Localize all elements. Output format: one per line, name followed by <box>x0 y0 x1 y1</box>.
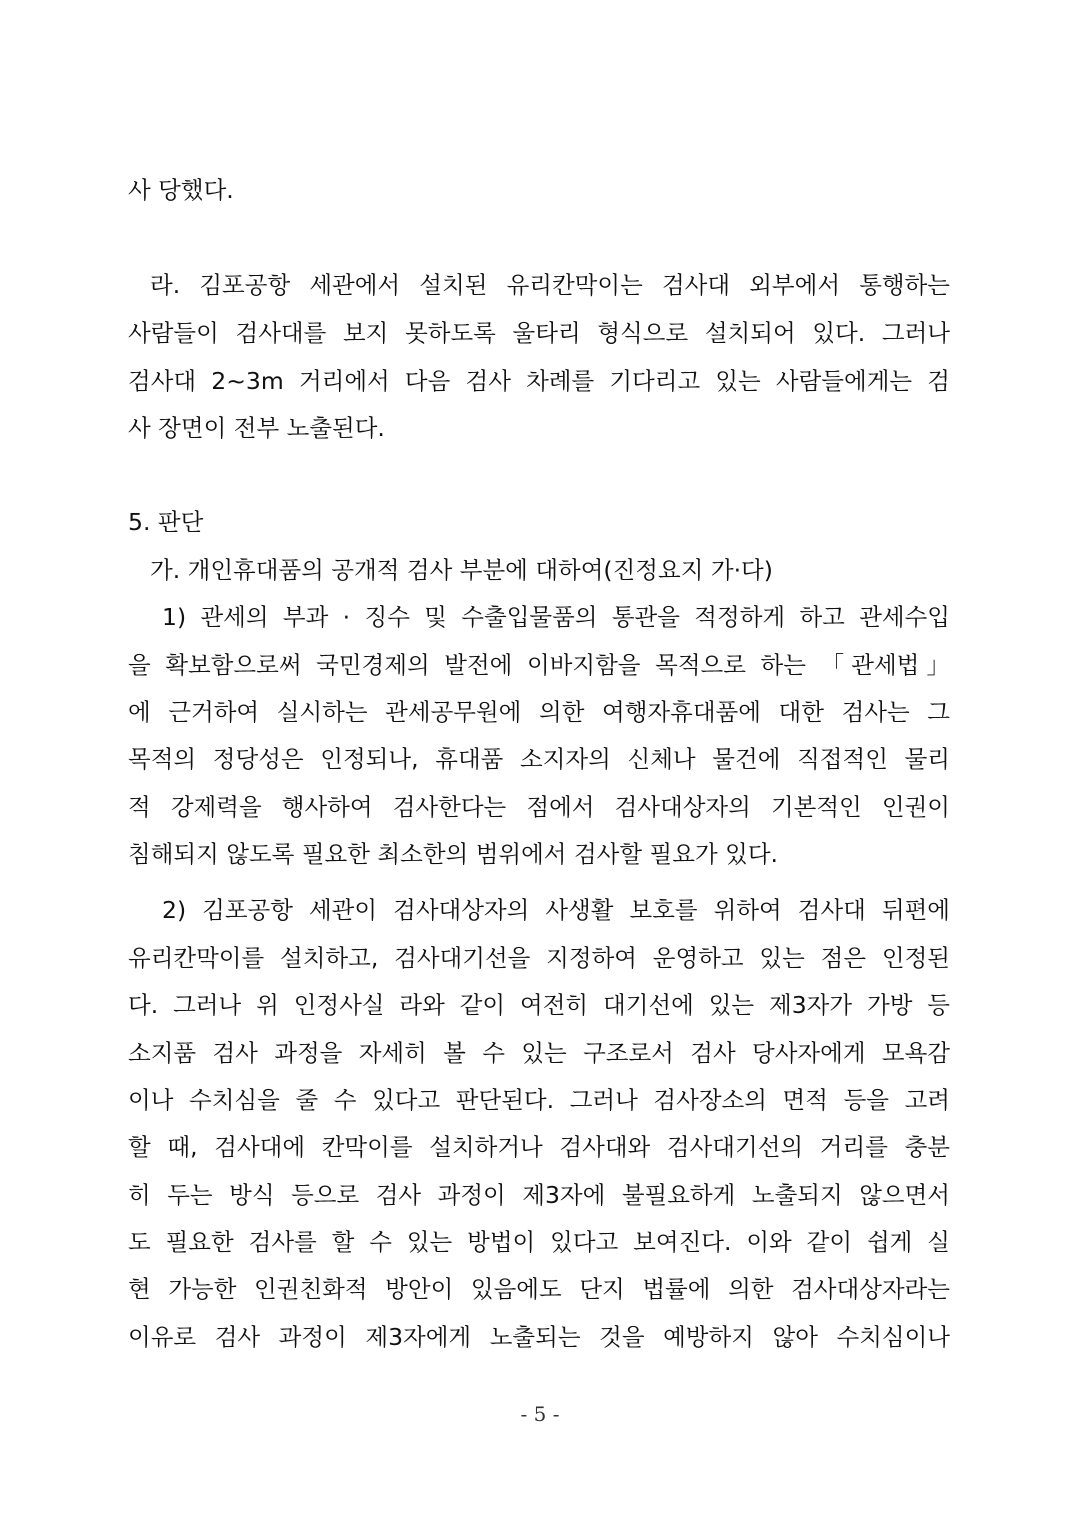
paragraph-1-line: 목적의 정당성은 인정되나, 휴대품 소지자의 신체나 물건에 직접적인 물리 <box>128 745 950 773</box>
paragraph-1-line: 을 확보함으로써 국민경제의 발전에 이바지함을 목적으로 하는 「관세법」 <box>128 651 950 679</box>
section-heading-judgment: 5. 판단 <box>128 508 204 536</box>
paragraph-1-line: 침해되지 않도록 필요한 최소한의 범위에서 검사할 필요가 있다. <box>128 840 778 868</box>
paragraph-ra-line: 사람들이 검사대를 보지 못하도록 울타리 형식으로 설치되어 있다. 그러나 <box>128 319 950 347</box>
paragraph-1-line: 에 근거하여 실시하는 관세공무원에 의한 여행자휴대품에 대한 검사는 그 <box>128 698 950 726</box>
paragraph-continuation-line: 사 당했다. <box>128 176 234 204</box>
paragraph-2-line: 도 필요한 검사를 할 수 있는 방법이 있다고 보여진다. 이와 같이 쉽게 실 <box>128 1228 950 1256</box>
paragraph-2-line: 히 두는 방식 등으로 검사 과정이 제3자에 불필요하게 노출되지 않으면서 <box>128 1181 950 1209</box>
paragraph-ra-line: 검사대 2~3m 거리에서 다음 검사 차례를 기다리고 있는 사람들에게는 검 <box>128 367 950 395</box>
paragraph-ra-line: 사 장면이 전부 노출된다. <box>128 414 385 442</box>
paragraph-2-line: 이나 수치심을 줄 수 있다고 판단된다. 그러나 검사장소의 면적 등을 고려 <box>128 1086 950 1114</box>
paragraph-2-line: 이유로 검사 과정이 제3자에게 노출되는 것을 예방하지 않아 수치심이나 <box>128 1323 950 1351</box>
paragraph-1-line: 1) 관세의 부과 · 징수 및 수출입물품의 통관을 적정하게 하고 관세수입 <box>162 603 950 631</box>
subsection-heading-ga: 가. 개인휴대품의 공개적 검사 부분에 대하여(진정요지 가·다) <box>150 556 773 584</box>
paragraph-1-line: 적 강제력을 행사하여 검사한다는 점에서 검사대상자의 기본적인 인권이 <box>128 793 950 821</box>
paragraph-2-line: 유리칸막이를 설치하고, 검사대기선을 지정하여 운영하고 있는 점은 인정된 <box>128 944 950 972</box>
paragraph-ra-line: 라. 김포공항 세관에서 설치된 유리칸막이는 검사대 외부에서 통행하는 <box>150 271 950 299</box>
paragraph-2-line: 현 가능한 인권친화적 방안이 있음에도 단지 법률에 의한 검사대상자라는 <box>128 1275 950 1303</box>
paragraph-2-line: 소지품 검사 과정을 자세히 볼 수 있는 구조로서 검사 당사자에게 모욕감 <box>128 1039 950 1067</box>
paragraph-2-line: 다. 그러나 위 인정사실 라와 같이 여전히 대기선에 있는 제3자가 가방 등 <box>128 991 950 1019</box>
paragraph-2-line: 할 때, 검사대에 칸막이를 설치하거나 검사대와 검사대기선의 거리를 충분 <box>128 1133 950 1161</box>
page-number: - 5 - <box>520 1402 560 1426</box>
paragraph-2-line: 2) 김포공항 세관이 검사대상자의 사생활 보호를 위하여 검사대 뒤편에 <box>162 896 950 924</box>
